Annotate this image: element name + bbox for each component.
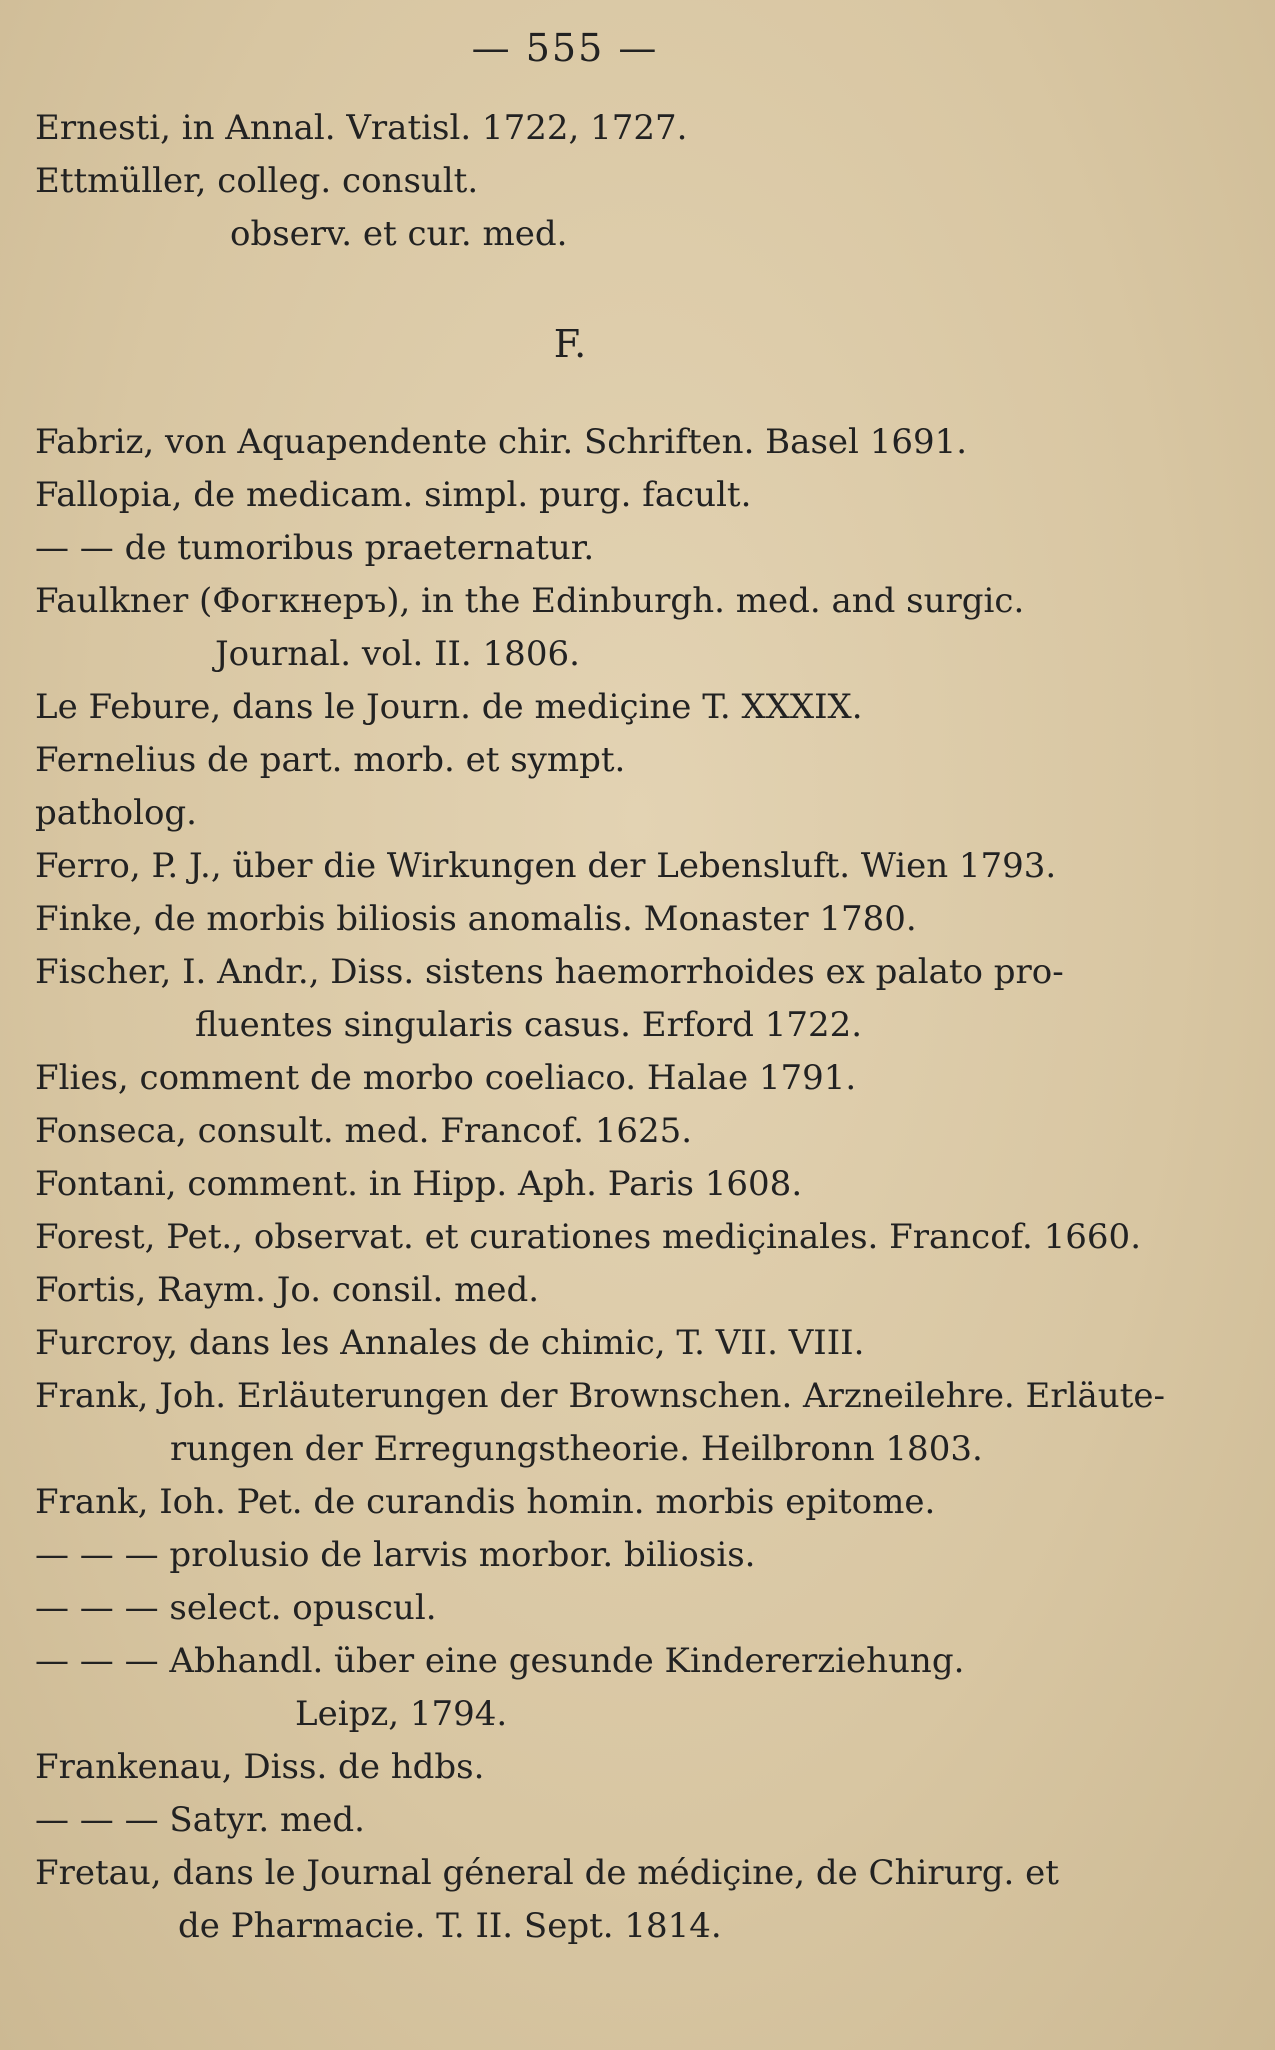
index-entry: Frankenau, Diss. de hdbs. bbox=[35, 1747, 485, 1787]
index-entry: — — — Abhandl. über eine gesunde Kindererziehung. bbox=[35, 1641, 965, 1681]
index-entry: Ettmüller, colleg. consult. bbox=[35, 161, 479, 201]
page-number: — 555 — bbox=[471, 26, 659, 70]
index-entry: Fontani, comment. in Hipp. Aph. Paris 1608. bbox=[35, 1164, 803, 1204]
index-entry: Ferro, P. J., über die Wirkungen der Lebensluft. Wien 1793. bbox=[35, 846, 1057, 886]
index-entry-continuation: observ. et cur. med. bbox=[230, 214, 568, 254]
index-entry-continuation: rungen der Erregungstheorie. Heilbronn 1803. bbox=[170, 1429, 983, 1469]
index-entry: Fortis, Raym. Jo. consil. med. bbox=[35, 1270, 540, 1310]
index-entry: Faulkner (Фогкнеръ), in the Edinburgh. med. and surgic. bbox=[35, 581, 1025, 621]
section-letter: F. bbox=[553, 322, 587, 366]
index-entry-continuation: Leipz, 1794. bbox=[295, 1694, 508, 1734]
index-entry: Finke, de morbis biliosis anomalis. Monaster 1780. bbox=[35, 899, 917, 939]
index-entry-continuation: Journal. vol. II. 1806. bbox=[215, 634, 580, 674]
index-entry: Ernesti, in Annal. Vratisl. 1722, 1727. bbox=[35, 108, 688, 148]
index-entry: Fallopia, de medicam. simpl. purg. facult. bbox=[35, 475, 752, 515]
index-entry: — — de tumoribus praeternatur. bbox=[35, 528, 595, 568]
index-entry: Fabriz, von Aquapendente chir. Schriften. Basel 1691. bbox=[35, 422, 968, 462]
index-entry: Frank, Ioh. Pet. de curandis homin. morbis epitome. bbox=[35, 1482, 936, 1522]
index-entry: Frank, Joh. Erläuterungen der Brownschen. Arzneilehre. Erläute- bbox=[35, 1376, 1165, 1416]
index-entry: — — — prolusio de larvis morbor. biliosis. bbox=[35, 1535, 756, 1575]
index-entry: — — — Satyr. med. bbox=[35, 1800, 365, 1840]
index-entry: — — — select. opuscul. bbox=[35, 1588, 437, 1628]
index-entry: patholog. bbox=[35, 793, 197, 833]
index-entry: Flies, comment de morbo coeliaco. Halae 1791. bbox=[35, 1058, 857, 1098]
index-entry: Furcroy, dans les Annales de chimic, T. VII. VIII. bbox=[35, 1323, 865, 1363]
index-entry: Fischer, I. Andr., Diss. sistens haemorrhoides ex palato pro- bbox=[35, 952, 1064, 992]
index-entry-continuation: fluentes singularis casus. Erford 1722. bbox=[195, 1005, 863, 1045]
index-entry-continuation: de Pharmacie. T. II. Sept. 1814. bbox=[178, 1906, 722, 1946]
index-entry: Fernelius de part. morb. et sympt. bbox=[35, 740, 626, 780]
index-entry: Forest, Pet., observat. et curationes mediçinales. Francof. 1660. bbox=[35, 1217, 1141, 1257]
index-entry: Le Febure, dans le Journ. de mediçine T. XXXIX. bbox=[35, 687, 863, 727]
index-entry: Fretau, dans le Journal géneral de médiçine, de Chirurg. et bbox=[35, 1853, 1059, 1893]
index-entry: Fonseca, consult. med. Francof. 1625. bbox=[35, 1111, 693, 1151]
